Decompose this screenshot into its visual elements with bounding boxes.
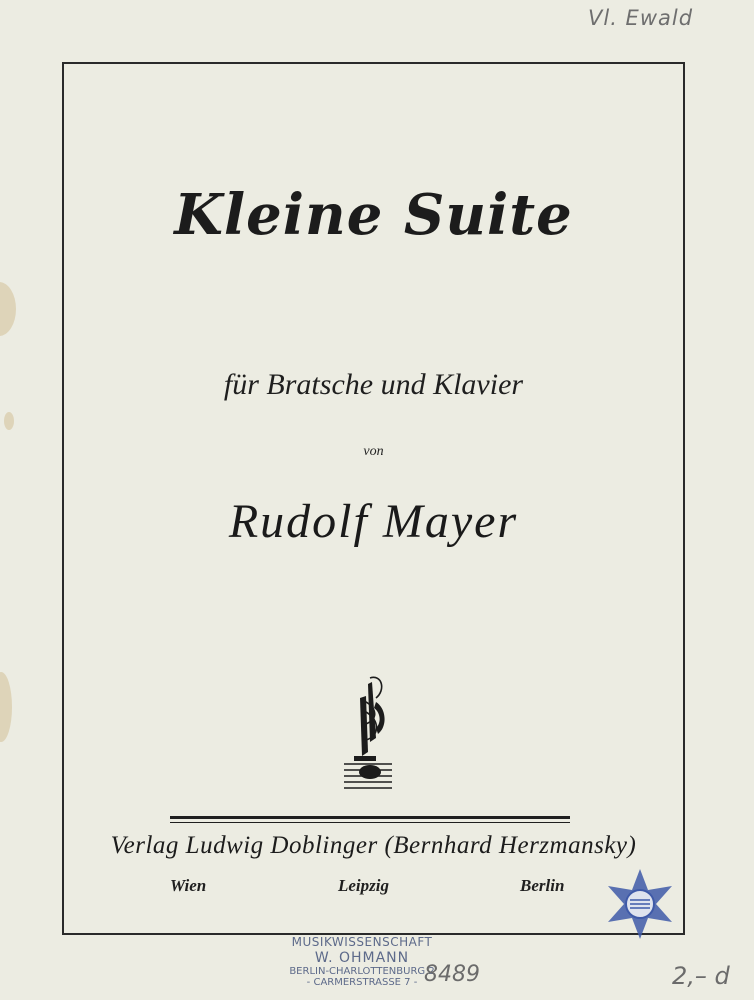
city-leipzig: Leipzig	[338, 876, 389, 895]
publisher-name: Verlag Ludwig Doblinger (Bernhard Herzmansky)	[110, 832, 637, 859]
catalog-number: 8489	[424, 962, 480, 987]
page-title: Kleine Suite	[174, 182, 573, 248]
pencil-annotation: Vl. Ewald	[588, 6, 694, 30]
by-label: von	[363, 444, 384, 459]
foxing-stain	[4, 412, 14, 430]
city-wien: Wien	[170, 876, 207, 895]
divider-rule	[170, 822, 570, 823]
city-berlin: Berlin	[520, 876, 565, 895]
publisher-logo-icon	[336, 672, 398, 804]
stamp-line-3: BERLIN-CHARLOTTENBURG 2	[289, 965, 435, 977]
blue-seal-icon	[602, 866, 678, 946]
price-annotation: 2,– d	[672, 962, 730, 990]
foxing-stain	[0, 672, 12, 742]
composer-name: Rudolf Mayer	[228, 495, 519, 548]
stamp-line-1: MUSIKWISSENSCHAFT	[291, 935, 433, 949]
stamp-line-4: - CARMERSTRASSE 7 -	[306, 977, 418, 989]
divider-rule	[170, 816, 570, 819]
stamp-line-2: W. OHMANN	[314, 949, 410, 966]
subtitle: für Bratsche und Klavier	[223, 368, 524, 401]
foxing-stain	[0, 282, 16, 336]
